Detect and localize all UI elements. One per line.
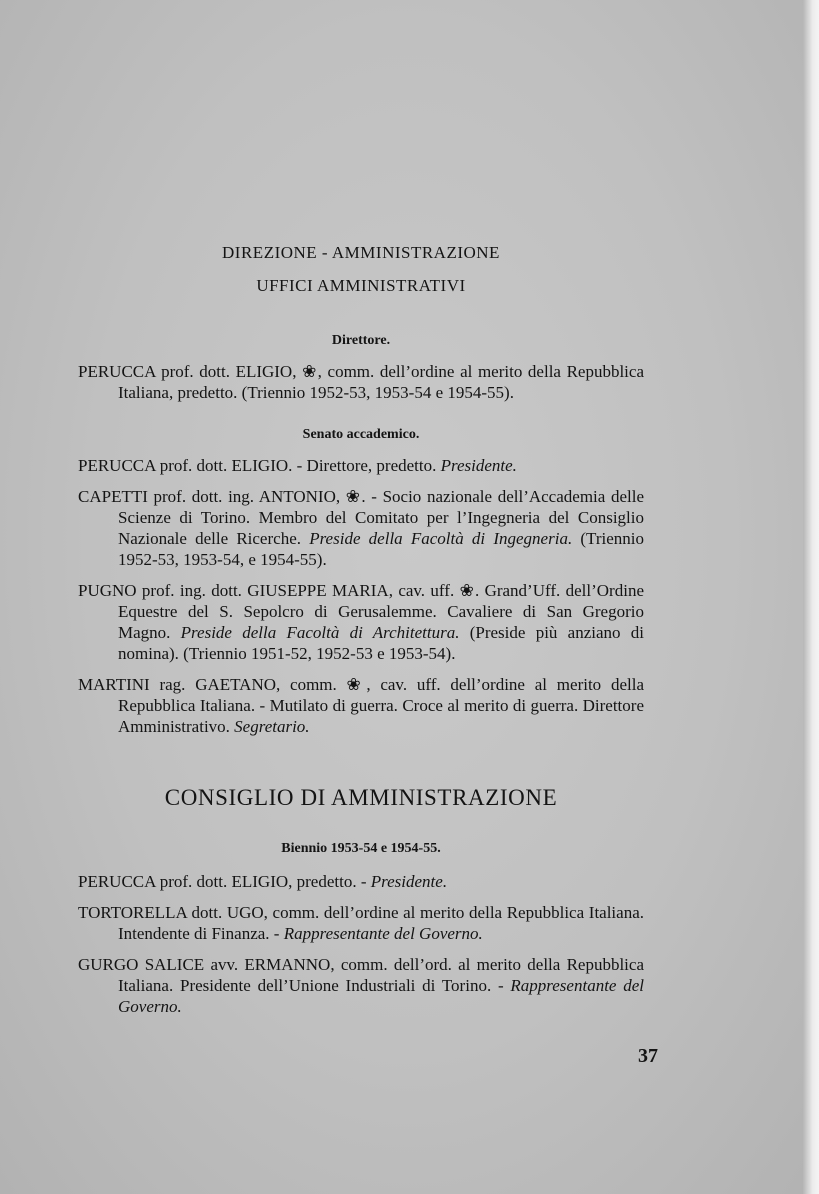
page-edge [803,0,819,1194]
senato-entry [78,580,644,664]
section-title-line2: UFFICI AMMINISTRATIVI [256,276,466,295]
direttore-heading: Direttore. [331,333,391,348]
entry-role: Presidente. [440,456,517,475]
entry-text: PERUCCA prof. dott. ELIGIO. - Direttore, predetto. [78,456,441,475]
consiglio-title: CONSIGLIO DI AMMINISTRAZIONE [164,785,558,810]
entry-tail: (Preside più anziano di nomina). (Triennio 1951-52, 1952-53 e 1953-54). [118,623,644,663]
senato-entry [78,455,644,476]
entry-text: CAPETTI prof. dott. ing. ANTONIO, ❀. - Socio nazionale dell’Accademia delle Scienze di Torino. Membro del Comitato per l’Ingegneria del Consiglio Nazionale delle Ricerche. [78,487,644,548]
entry-text: GURGO SALICE avv. ERMANNO, comm. dell’ord. al merito della Repubblica Italiana. Presidente dell’Unione Industriali di Torino. - [78,955,644,995]
consiglio-entry [78,902,644,944]
biennio-heading: Biennio 1953-54 e 1954-55. [281,841,441,856]
entry-text: MARTINI rag. GAETANO, comm. ❀, cav. uff. dell’ordine al merito della Repubblica Italiana. - Mutilato di guerra. Croce al merito di guerra. Direttore Amministrativo. [78,675,644,736]
section-title-line1: DIREZIONE - AMMINISTRAZIONE [222,243,500,262]
direttore-entry: PERUCCA prof. dott. ELIGIO, ❀, comm. dell’ordine al merito della Repubblica Italiana, predetto. (Triennio 1952-53, 1953-54 e 1954-55). [78,362,644,402]
entry-text: PERUCCA prof. dott. ELIGIO, predetto. - [78,872,371,891]
entry-role: Preside della Facoltà di Ingegneria. [309,529,573,548]
entry-role: Rappresentante del Governo. [283,924,483,943]
senato-entry [78,674,644,737]
entry-text: PUGNO prof. ing. dott. GIUSEPPE MARIA, cav. uff. ❀. Grand’Uff. dell’Ordine Equestre del S. Sepolcro di Gerusalemme. Cavaliere di San Gregorio Magno. [78,581,644,642]
entry-role: Segretario. [234,717,310,736]
consiglio-entry [78,871,644,892]
entry-role: Preside della Facoltà di Architettura. [180,623,460,642]
senato-heading: Senato accademico. [302,427,420,442]
entry-tail: (Triennio 1952-53, 1953-54, e 1954-55). [118,529,644,569]
consiglio-entry [78,954,644,1017]
entry-text: TORTORELLA dott. UGO, comm. dell’ordine al merito della Repubblica Italiana. Intendente di Finanza. - [78,903,644,943]
page-content [78,238,644,1017]
senato-entry [78,486,644,570]
entry-role: Presidente. [370,872,448,891]
entry-role: Rappresentante del Governo. [118,976,644,1016]
page-number: 37 [638,1045,658,1067]
